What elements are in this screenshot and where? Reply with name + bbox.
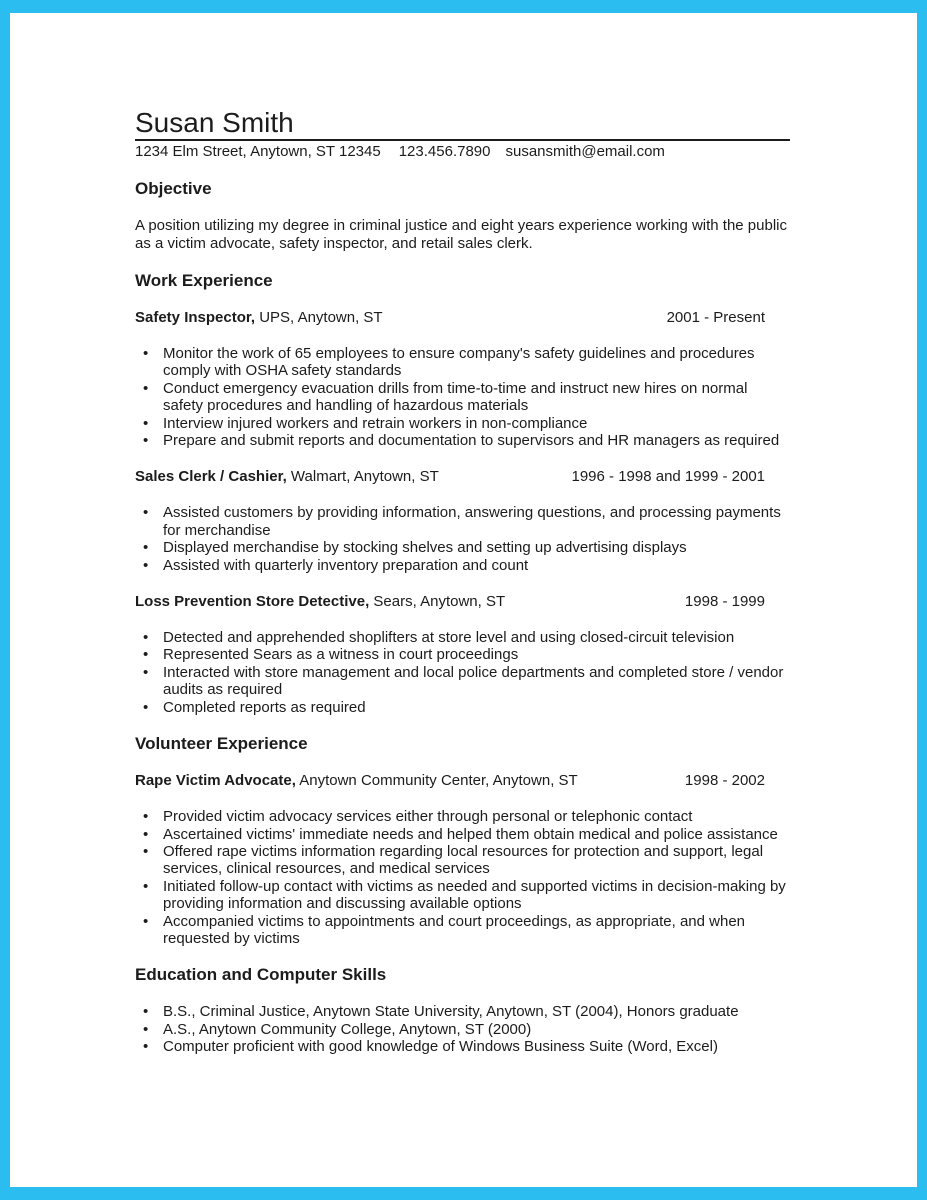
entry-title: [135, 468, 439, 485]
list-item: [135, 432, 790, 449]
entry-header: [135, 309, 790, 326]
list-item-text: Completed reports as required: [163, 698, 366, 716]
list-item-text: Assisted with quarterly inventory preparation and count: [163, 556, 529, 574]
bullet-list: [135, 1003, 790, 1055]
list-item: [135, 699, 790, 716]
entry-dates: 1996 - 1998 and 1999 - 2001: [571, 468, 765, 486]
list-item-text: Prepare and submit reports and documentation to supervisors and HR managers as required: [163, 432, 780, 450]
resume-body: [135, 180, 790, 1056]
resume-header: [135, 108, 790, 161]
resume-page: [10, 13, 917, 1187]
contact-line: [135, 143, 790, 161]
bullet-icon: •: [143, 646, 149, 664]
list-item: [135, 826, 790, 843]
list-item: [135, 646, 790, 663]
list-item-text: Computer proficient with good knowledge of Windows Business Suite (Word, Excel): [163, 1038, 718, 1056]
list-item-text: Detected and apprehended shoplifters at store level and using closed-circuit television: [163, 629, 735, 647]
entry-header: [135, 468, 790, 485]
bullet-list: [135, 345, 790, 449]
list-item: [135, 557, 790, 574]
bullet-icon: •: [143, 414, 149, 432]
list-item: [135, 629, 790, 646]
list-item: [135, 913, 790, 948]
entry-role: Safety Inspector,: [135, 309, 256, 326]
list-item-text: B.S., Criminal Justice, Anytown State University, Anytown, ST (2004), Honors graduate: [163, 1003, 739, 1021]
bullet-icon: •: [143, 1020, 149, 1038]
entry-role: Loss Prevention Store Detective,: [135, 593, 370, 611]
list-item: [135, 1003, 790, 1020]
list-item-text: Displayed merchandise by stocking shelves and setting up advertising displays: [163, 539, 687, 557]
entry-org: UPS, Anytown, ST: [255, 309, 383, 326]
list-item-text: Monitor the work of 65 employees to ensure company's safety guidelines and procedures comply with OSHA safety standards: [163, 345, 755, 380]
entry-role: Sales Clerk / Cashier,: [135, 468, 287, 486]
section-volunteer-experience: [135, 735, 790, 947]
person-name: Susan Smith: [135, 107, 294, 138]
bullet-icon: •: [143, 842, 149, 860]
entry-title: [135, 309, 383, 326]
bullet-icon: •: [143, 663, 149, 681]
list-item: [135, 664, 790, 699]
section-title: Work Experience: [135, 271, 273, 290]
list-item: [135, 843, 790, 878]
section-title: Objective: [135, 179, 212, 198]
section-work-experience: [135, 272, 790, 716]
entry-header: [135, 772, 790, 789]
section-objective: [135, 180, 790, 253]
bullet-list: [135, 808, 790, 947]
list-item-text: Represented Sears as a witness in court proceedings: [163, 646, 519, 664]
bullet-icon: •: [143, 539, 149, 557]
bullet-icon: •: [143, 629, 149, 647]
entry-title: [135, 772, 578, 789]
list-item-text: A.S., Anytown Community College, Anytown, ST (2000): [163, 1020, 532, 1038]
bullet-icon: •: [143, 556, 149, 574]
bullet-icon: •: [143, 379, 149, 397]
list-item: [135, 1038, 790, 1055]
list-item-text: Interview injured workers and retrain workers in non-compliance: [163, 414, 588, 432]
section-education-and-computer-skills: [135, 966, 790, 1055]
bullet-icon: •: [143, 1038, 149, 1056]
list-item-text: Interacted with store management and local police departments and completed store / vendor audits as required: [163, 663, 784, 699]
list-item: [135, 380, 790, 415]
contact-phone: 123.456.7890: [398, 143, 491, 160]
bullet-list: [135, 504, 790, 574]
bullet-icon: •: [143, 432, 149, 450]
list-item-text: Conduct emergency evacuation drills from time-to-time and instruct new hires on normal safety procedures and handling of hazardous materials: [163, 379, 748, 415]
list-item-text: Ascertained victims' immediate needs and helped them obtain medical and police assistance: [163, 825, 778, 843]
list-item: [135, 1021, 790, 1038]
entry-title: [135, 593, 505, 610]
bullet-icon: •: [143, 825, 149, 843]
section-title: Volunteer Experience: [135, 734, 308, 754]
entry-dates: 1998 - 1999: [684, 593, 765, 611]
list-item-text: Accompanied victims to appointments and court proceedings, as appropriate, and when requested by victims: [163, 912, 746, 947]
bullet-icon: •: [143, 504, 149, 522]
header-divider: [135, 139, 790, 141]
list-item-text: Assisted customers by providing information, answering questions, and processing payments for merchandise: [163, 504, 781, 539]
bullet-list: [135, 629, 790, 716]
list-item: [135, 415, 790, 432]
contact-email: susansmith@email.com: [505, 143, 665, 160]
list-item-text: Offered rape victims information regarding local resources for protection and support, legal services, clinical resources, and medical services: [163, 842, 764, 878]
entry-dates: 1998 - 2002: [684, 772, 765, 790]
bullet-icon: •: [143, 1003, 149, 1021]
entry-org: Anytown Community Center, Anytown, ST: [295, 772, 578, 790]
bullet-icon: •: [143, 345, 149, 362]
entry-header: [135, 593, 790, 610]
list-item: [135, 539, 790, 556]
section-title: Education and Computer Skills: [135, 965, 387, 985]
entry-dates: 2001 - Present: [666, 309, 765, 326]
list-item-text: Initiated follow-up contact with victims as needed and supported victims in decision-making by providing information and discussing available options: [163, 877, 786, 913]
entry-role: Rape Victim Advocate,: [135, 772, 296, 790]
bullet-icon: •: [143, 877, 149, 895]
bullet-icon: •: [143, 808, 149, 826]
bullet-icon: •: [143, 698, 149, 716]
list-item-text: Provided victim advocacy services either through personal or telephonic contact: [163, 808, 693, 826]
entry-org: Sears, Anytown, ST: [369, 593, 506, 611]
contact-address: 1234 Elm Street, Anytown, ST 12345: [135, 143, 381, 160]
list-item: [135, 345, 790, 380]
list-item: [135, 878, 790, 913]
list-item: [135, 504, 790, 539]
entry-org: Walmart, Anytown, ST: [286, 468, 439, 486]
section-paragraph: A position utilizing my degree in criminal justice and eight years experience working with the public as a victim advocate, safety inspector, and retail sales clerk.: [135, 217, 788, 252]
list-item: [135, 808, 790, 825]
bullet-icon: •: [143, 912, 149, 930]
